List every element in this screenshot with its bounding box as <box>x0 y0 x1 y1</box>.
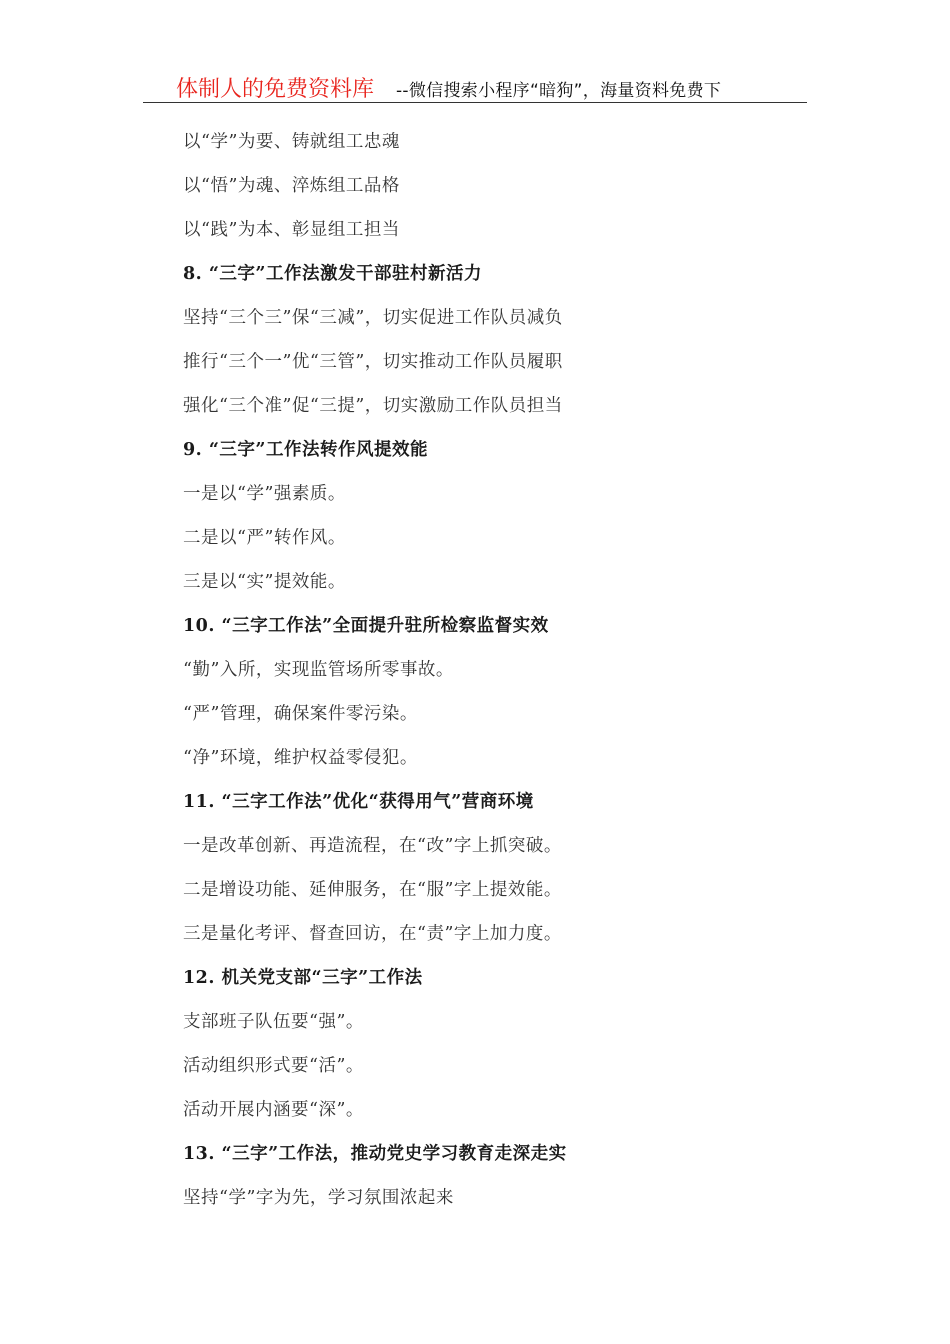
body-line: 一是改革创新、再造流程，在“改”字上抓突破。 <box>183 836 562 856</box>
body-line: 二是以“严”转作风。 <box>183 528 346 548</box>
body-line: “净”环境，维护权益零侵犯。 <box>183 748 418 768</box>
header-brand: 体制人的免费资料库 <box>176 77 375 102</box>
body-line: “勤”入所，实现监管场所零事故。 <box>183 660 454 680</box>
section-heading: 11. “三字工作法”优化“获得用气”营商环境 <box>183 792 534 812</box>
section-heading: 9. “三字”工作法转作风提效能 <box>183 440 428 460</box>
body-line: 三是量化考评、督查回访，在“责”字上加力度。 <box>183 924 562 944</box>
body-line: 二是增设功能、延伸服务，在“服”字上提效能。 <box>183 880 562 900</box>
body-line: 三是以“实”提效能。 <box>183 572 346 592</box>
body-line: 以“践”为本、彰显组工担当 <box>183 220 400 240</box>
body-line: 强化“三个准”促“三提”，切实激励工作队员担当 <box>183 396 563 416</box>
body-line: 支部班子队伍要“强”。 <box>183 1012 364 1032</box>
section-heading: 12. 机关党支部“三字”工作法 <box>183 968 423 988</box>
body-line: 推行“三个一”优“三管”，切实推动工作队员履职 <box>183 352 563 372</box>
body-line: 坚持“三个三”保“三减”，切实促进工作队员减负 <box>183 308 563 328</box>
section-heading: 10. “三字工作法”全面提升驻所检察监督实效 <box>183 616 549 636</box>
body-line: 一是以“学”强素质。 <box>183 484 346 504</box>
document-body <box>183 120 823 1220</box>
body-line: 活动组织形式要“活”。 <box>183 1056 364 1076</box>
body-line: “严”管理，确保案件零污染。 <box>183 704 418 724</box>
body-line: 坚持“学”字为先，学习氛围浓起来 <box>183 1188 454 1208</box>
body-line: 以“悟”为魂、淬炼组工品格 <box>183 176 400 196</box>
body-line: 活动开展内涵要“深”。 <box>183 1100 364 1120</box>
section-heading: 8. “三字”工作法激发干部驻村新活力 <box>183 264 482 284</box>
header-subtitle: --微信搜索小程序“暗狗”，海量资料免费下 <box>396 81 722 101</box>
body-line: 以“学”为要、铸就组工忠魂 <box>183 132 400 152</box>
page-header <box>143 68 807 103</box>
section-heading: 13. “三字”工作法，推动党史学习教育走深走实 <box>183 1144 567 1164</box>
